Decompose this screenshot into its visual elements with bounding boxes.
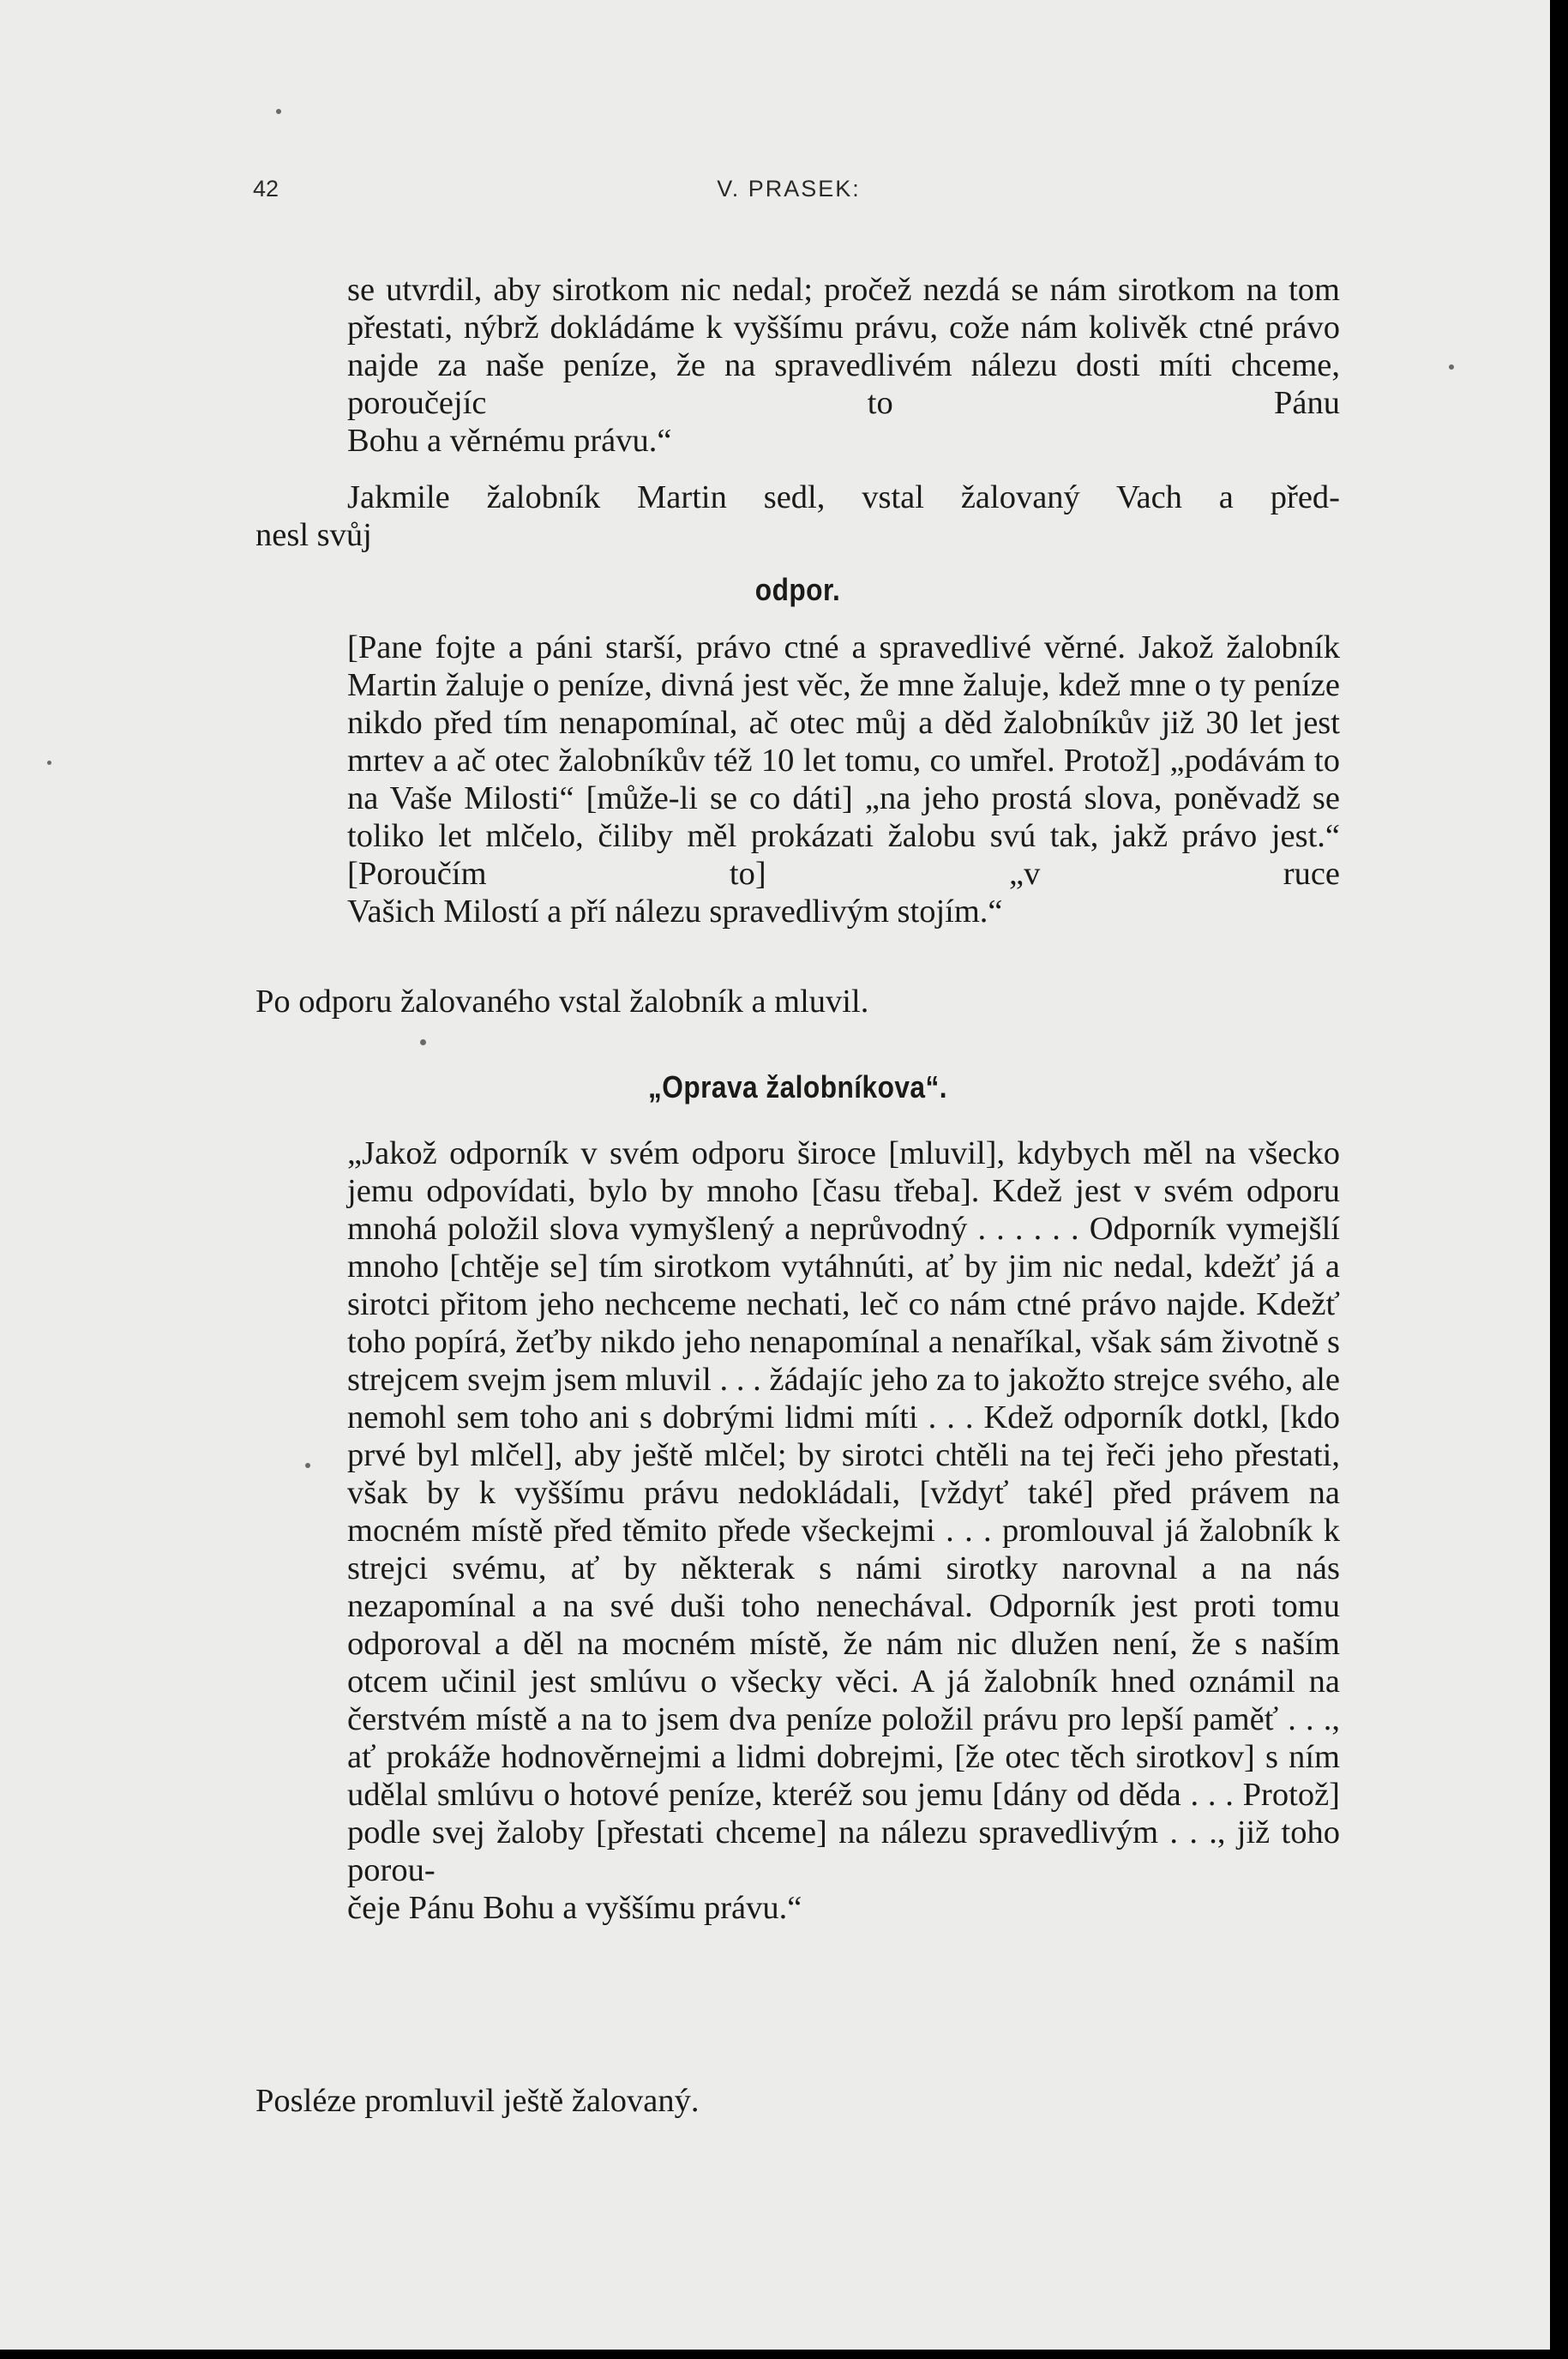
scan-speck xyxy=(47,761,51,765)
running-title: V. PRASEK: xyxy=(717,176,861,202)
section-heading-oprava: „Oprava žalobníkova“. xyxy=(647,1069,948,1104)
scan-speck xyxy=(305,1463,310,1468)
page-number: 42 xyxy=(253,176,279,202)
running-head xyxy=(253,176,1325,210)
scan-border-bottom xyxy=(0,2350,1568,2359)
paragraph-body: [Pane fojte a páni starší, právo ctné a spravedlivé věrné. Jakož žalobník Martin žaluje o peníze, divná jest věc, že mne žaluje, kdež mne o ty peníze nikdo před tím nenapomínal, ač otec můj a děd žalobníkův již 30 let jest mrtev a ač otec žalobníkův též 10 let tomu, co umřel. Protož] „podávám to na Vaše Milosti“ [může-li se co dáti] „na jeho prostá slova, poněvadž se toliko let mlčelo, čiliby měl prokázati žalobu svú tak, jakž právo jest.“ [Poroučím to] „v ruce xyxy=(347,629,1340,892)
paragraph-defendant-speaks: Posléze promluvil ještě žalovaný. xyxy=(255,2083,700,2119)
paragraph-oprava xyxy=(347,1134,1340,1927)
paragraph-body: se utvrdil, aby sirotkom nic nedal; pročež nezdá se nám sirotkom na tom přestati, nýbrž dokládáme k vyššímu právu, cože nám kolivěk ctné právo najde za naše peníze, že na spravedlivém nálezu dosti míti chceme, poroučejíc to Pánu xyxy=(347,272,1340,421)
scan-speck xyxy=(276,109,281,114)
paragraph-body: Jakmile žalobník Martin sedl, vstal žalovaný Vach a před- xyxy=(347,479,1340,515)
scan-speck xyxy=(1449,364,1454,370)
scan-speck xyxy=(420,1039,426,1045)
paragraph-plaintiff-rises: Po odporu žalovaného vstal žalobník a mluvil. xyxy=(255,984,869,1020)
paragraph-closing-plea xyxy=(347,271,1340,460)
paragraph-last-line: Bohu a věrnému právu.“ xyxy=(347,423,672,459)
scan-border-right xyxy=(1550,0,1568,2359)
paragraph-body: „Jakož odporník v svém odporu široce [mluvil], kdybych měl na všecko jemu odpovídati, bylo by mnoho [času třeba]. Kdež jest v svém odporu mnohá položil slova vymyšlený a neprůvodný . . . . . . Odporník vymejšlí mnoho [chtěje se] tím sirotkom vytáhnúti, ať by jim nic nedal, kdežť já a sirotci přitom jeho nechceme nechati, leč co nám ctné právo najde. Kdežť toho popírá, žeťby nikdo jeho nenapomínal a nenaříkal, však sám životně s strejcem svejm jsem mluvil . . . žádajíc jeho za to jakožto strejce svého, ale nemohl sem toho ani s dobrými lidmi míti . . . Kdež odporník dotkl, [kdo prvé byl mlčel], aby ještě mlčel; by sirotci chtěli na tej řeči jeho přestati, však by k vyššímu právu nedokládali, [vždyť také] před právem na mocném místě před těmito přede všeckejmi . . . promlouval já žalobník k strejci svému, ať by některak s námi sirotky narovnal a na nás nezapomínal a na své duši toho nenechával. Odporník jest proti tomu odporoval a děl na mocném místě, že nám nic dlužen není, že s naším otcem učinil jest smlúvu o všecky věci. A já žalobník hned oznámil na čerstvém místě a na to jsem dva peníze položil právu pro lepší paměť . . ., ať prokáže hodnověrnejmi a lidmi dobrejmi, [že otec těch sirotkov] s ním udělal smlúvu o hotové peníze, kteréž sou jemu [dány od děda . . . Protož] podle svej žaloby [přestati chceme] na nálezu spravedlivým . . ., již toho porou- xyxy=(347,1135,1340,1888)
paragraph-odpor xyxy=(347,629,1340,930)
paragraph-vach-rises xyxy=(255,478,1340,554)
paragraph-last-line: Vašich Milostí a pří nálezu spravedlivým stojím.“ xyxy=(347,894,1003,930)
section-heading-odpor: odpor. xyxy=(754,572,841,607)
paragraph-last-line: čeje Pánu Bohu a vyššímu právu.“ xyxy=(347,1890,802,1926)
paragraph-last-line: nesl svůj xyxy=(255,517,372,553)
